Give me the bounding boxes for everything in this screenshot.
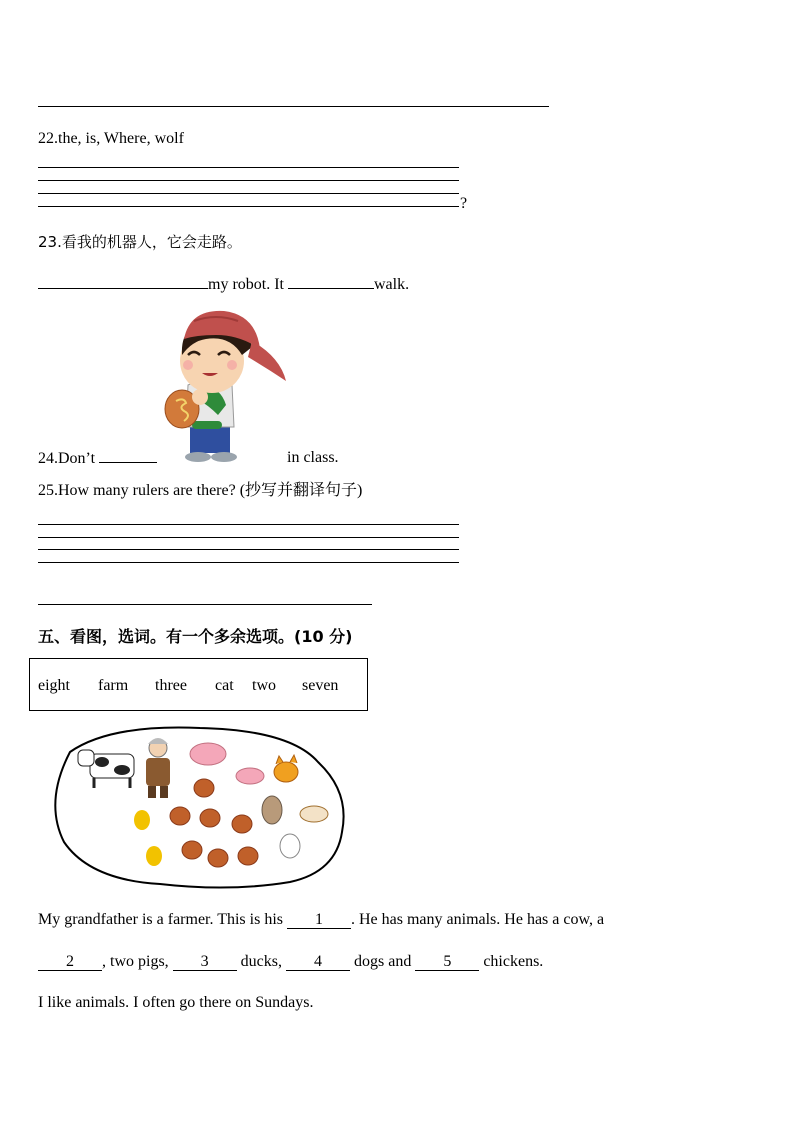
passage-blank-1[interactable]: 1 <box>287 912 351 929</box>
q24-sentence <box>38 448 157 469</box>
passage-text-1a: My grandfather is a farmer. This is his <box>38 911 287 928</box>
passage-blank-3[interactable]: 3 <box>173 954 237 971</box>
answer-line-top <box>38 106 549 107</box>
q25-line-1 <box>38 524 459 525</box>
passage-text-2d: chickens. <box>483 953 544 970</box>
q24-blank[interactable] <box>99 448 157 463</box>
q23-part2: walk. <box>374 276 410 293</box>
farm-animals-icon <box>50 722 350 892</box>
passage-line-1 <box>38 910 604 930</box>
q25-prompt: 25.How many rulers are there? (抄写并翻译句子) <box>38 482 363 499</box>
passage-text-2c: dogs and <box>354 953 412 970</box>
q23-part1: my robot. It <box>208 276 284 293</box>
word-option-6: seven <box>302 677 339 694</box>
q25-line-3 <box>38 549 459 550</box>
word-box <box>29 658 368 711</box>
section5-heading: 五、看图，选词。有一个多余选项。(10 分) <box>38 627 353 646</box>
boy-with-cap-eating-icon <box>160 305 290 465</box>
q22-line-2 <box>38 180 459 181</box>
word-option-5: two <box>252 677 276 694</box>
q23-prompt: 23.看我的机器人，它会走路。 <box>38 233 242 251</box>
passage-blank-2[interactable]: 2 <box>38 954 102 971</box>
q22-question-mark: ? <box>460 195 468 212</box>
word-option-1: eight <box>38 677 70 694</box>
word-option-4: cat <box>215 677 234 694</box>
q25-line-4 <box>38 562 459 563</box>
passage-text-2a: , two pigs, <box>102 953 169 970</box>
word-option-3: three <box>155 677 187 694</box>
passage-text-2b: ducks, <box>240 953 282 970</box>
q23-sentence <box>38 274 409 295</box>
q23-blank-1[interactable] <box>38 274 208 289</box>
passage-blank-4[interactable]: 4 <box>286 954 350 971</box>
q23-blank-2[interactable] <box>288 274 374 289</box>
word-option-2: farm <box>98 677 129 694</box>
passage-line-3: I like animals. I often go there on Sundays. <box>38 994 314 1011</box>
passage-text-1b: . He has many animals. He has a cow, a <box>350 911 605 928</box>
passage-line-2 <box>38 952 543 972</box>
q25-line-5 <box>38 604 372 605</box>
q24-part1: 24.Don’t <box>38 450 96 467</box>
q22-line-4 <box>38 206 459 207</box>
q22-line-3 <box>38 193 459 194</box>
q24-part2: in class. <box>287 449 339 466</box>
q22-prompt: 22.the, is, Where, wolf <box>38 130 184 147</box>
passage-blank-5[interactable]: 5 <box>415 954 479 971</box>
q22-line-1 <box>38 167 459 168</box>
q25-line-2 <box>38 537 459 538</box>
